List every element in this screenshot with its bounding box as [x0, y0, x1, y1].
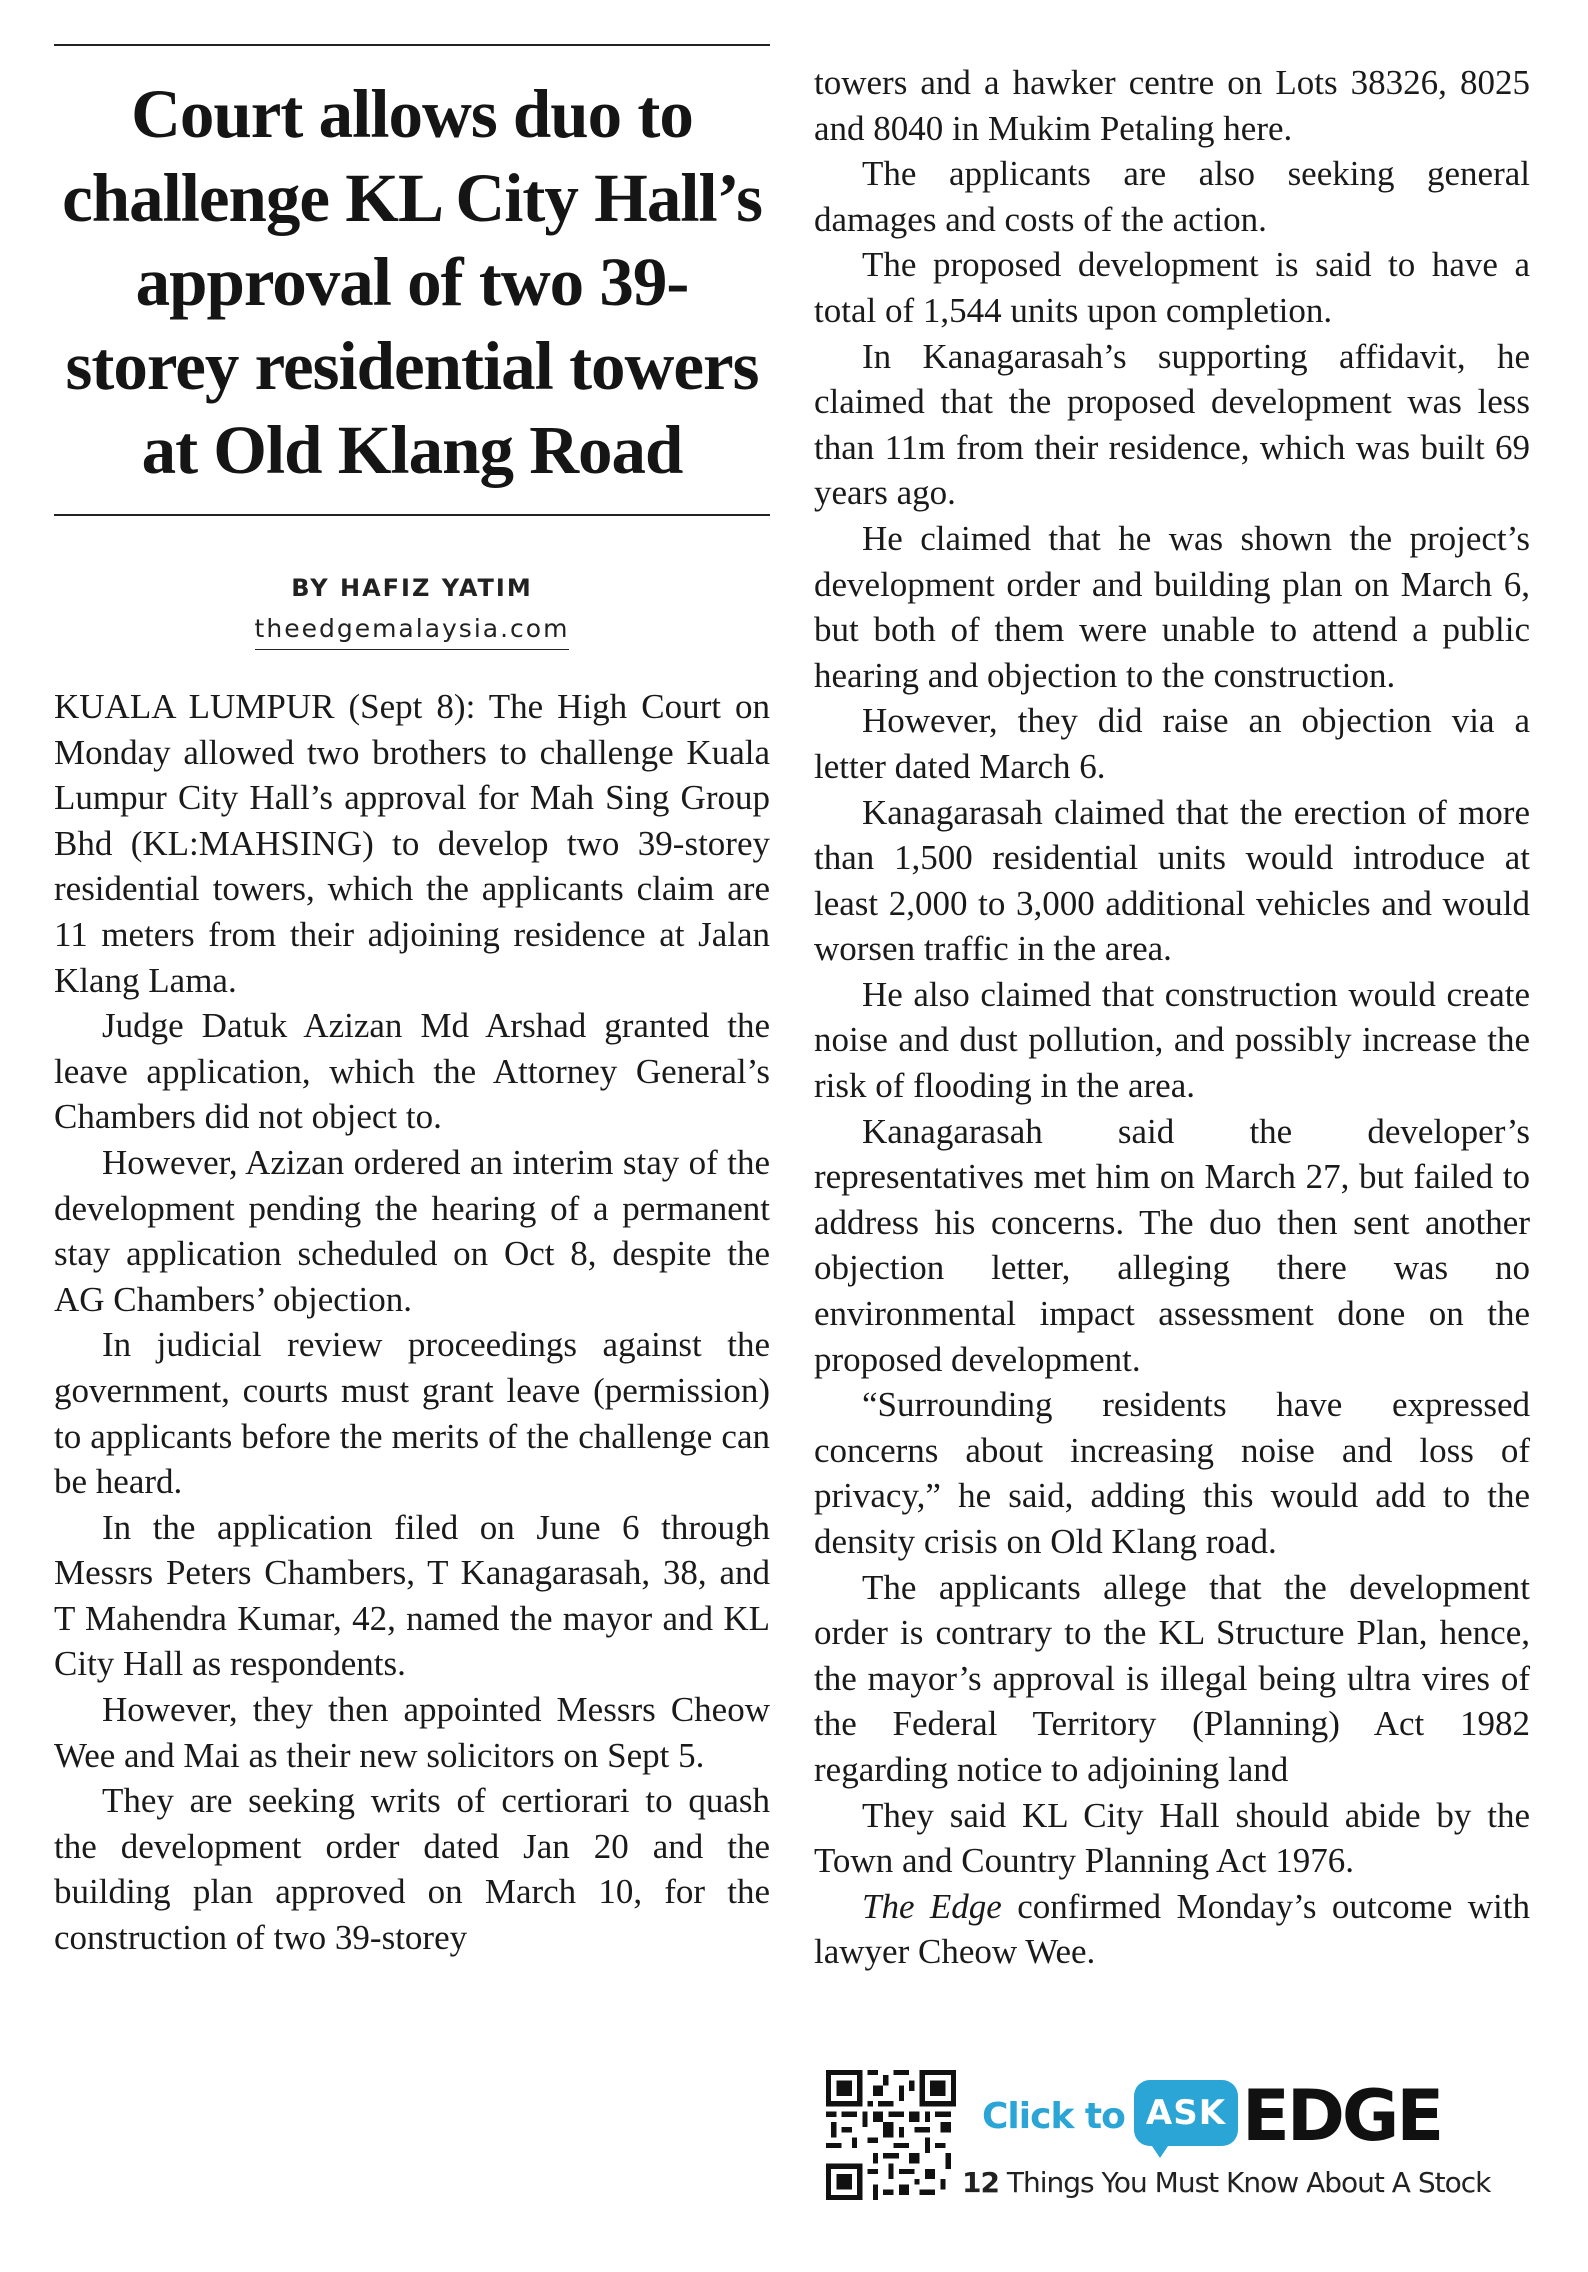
article-paragraph: “Surrounding residents have expressed concerns about increasing noise and loss of privacy,” he said, adding this would add to the density crisis on Old Klang road.	[814, 1385, 1530, 1561]
article-paragraph: The applicants are also seeking general damages and costs of the action.	[814, 154, 1530, 239]
article-paragraph: The proposed development is said to have a total of 1,544 units upon completion.	[814, 245, 1530, 330]
article-paragraph-continued: towers and a hawker centre on Lots 38326, 8025 and 8040 in Mukim Petaling here.	[814, 63, 1530, 148]
article-paragraph: KUALA LUMPUR (Sept 8): The High Court on Monday allowed two brothers to challenge Kuala Lumpur City Hall’s approval for Mah Sing Group Bhd (KL:MAHSING) to develop two 39-storey residential towers, which the applicants claim are 11 meters from their adjoining residence at Jalan Klang Lama.	[54, 687, 770, 1000]
article-paragraph: In the application filed on June 6 through Messrs Peters Chambers, T Kanagarasah, 38, and T Mahendra Kumar, 42, named the mayor and KL City Hall as respondents.	[54, 1507, 770, 1684]
closing-paragraph	[814, 1884, 1530, 1975]
headline: Court allows duo to challenge KL City Hall’s approval of two 39-storey residential towers at Old Klang Road	[62, 76, 762, 488]
tagline-number: 12	[962, 2166, 999, 2199]
byline: BY HAFIZ YATIM	[291, 574, 533, 602]
publication-name: The Edge	[862, 1886, 1002, 1926]
article-paragraph: Kanagarasah said the developer’s representatives met him on March 27, but failed to address his concerns. The duo then sent another objection letter, alleging there was no environmental impact assessment done on the proposed development.	[814, 1111, 1530, 1379]
tagline-text: Things You Must Know About A Stock	[998, 2166, 1491, 2199]
article-paragraph: They said KL City Hall should abide by the Town and Country Planning Act 1976.	[814, 1795, 1530, 1881]
byline-block	[54, 574, 770, 650]
right-column	[814, 60, 1530, 1975]
article-paragraph: The applicants allege that the development order is contrary to the KL Structure Plan, hence, the mayor’s approval is illegal being ultra vires of the Federal Territory (Planning) Act 1982 regarding notice to adjoining land	[814, 1567, 1530, 1789]
edge-logo-text: EDGE	[1242, 2075, 1442, 2157]
left-column	[54, 44, 770, 1961]
promo-tagline	[962, 2166, 1490, 2199]
ask-edge-promo[interactable]	[826, 2070, 1526, 2200]
headline-top-rule	[54, 44, 770, 46]
article-paragraph: They are seeking writs of certiorari to quash the development order dated Jan 20 and the building plan approved on March 10, for the construction of two 39-storey	[54, 1781, 770, 1958]
article-paragraph: However, Azizan ordered an interim stay of the development pending the hearing of a permanent stay application scheduled on Oct 8, despite the AG Chambers’ objection.	[54, 1142, 770, 1319]
qr-code-icon[interactable]	[826, 2070, 956, 2200]
article-paragraph: Kanagarasah claimed that the erection of more than 1,500 residential units would introduce at least 2,000 to 3,000 additional vehicles and would worsen traffic in the area.	[814, 792, 1530, 969]
article-paragraph: He claimed that he was shown the project’s development order and building plan on March 6, but both of them were unable to attend a public hearing and objection to the construction.	[814, 518, 1530, 695]
ask-speech-bubble[interactable]: ASK	[1134, 2080, 1238, 2146]
article-paragraph: In judicial review proceedings against the government, courts must grant leave (permission) to applicants before the merits of the challenge can be heard.	[54, 1325, 770, 1502]
speech-bubble-tail-icon	[1148, 2140, 1172, 2158]
article-paragraph: In Kanagarasah’s supporting affidavit, he claimed that the proposed development was less than 11m from their residence, which was built 69 years ago.	[814, 336, 1530, 513]
left-body	[54, 684, 770, 1961]
article-paragraph: He also claimed that construction would create noise and dust pollution, and possibly increase the risk of flooding in the area.	[814, 974, 1530, 1106]
article-paragraph: Judge Datuk Azizan Md Arshad granted the leave application, which the Attorney General’s Chambers did not object to.	[54, 1006, 770, 1137]
article-paragraph: However, they did raise an objection via a letter dated March 6.	[814, 701, 1530, 786]
article-paragraph: However, they then appointed Messrs Cheow Wee and Mai as their new solicitors on Sept 5.	[54, 1690, 770, 1775]
click-to-label[interactable]: Click to	[982, 2096, 1125, 2137]
source-link[interactable]: theedgemalaysia.com	[255, 614, 570, 650]
headline-bottom-rule	[54, 514, 770, 516]
closing-text: confirmed Monday’s outcome with lawyer Cheow Wee.	[814, 1886, 1530, 1972]
